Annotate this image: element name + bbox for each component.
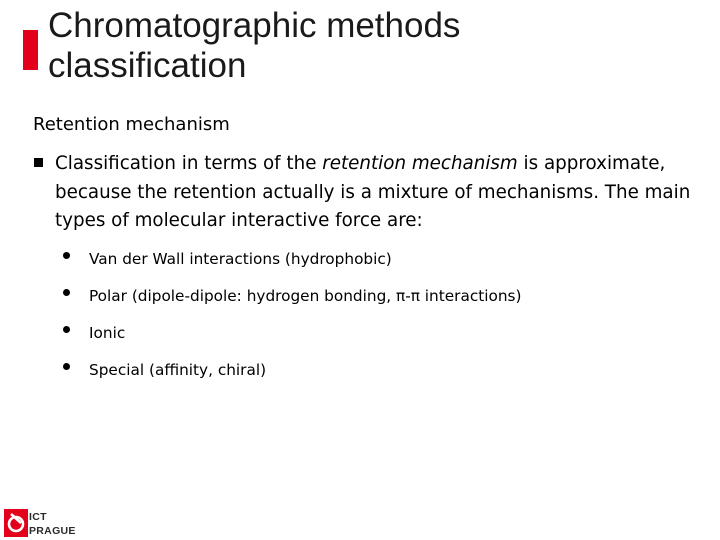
list-item-text: Van der Wall interactions (hydrophobic) [89,250,392,268]
round-bullet-icon [63,363,70,370]
logo-text-line-2: PRAGUE [29,525,76,537]
list-item-text: Polar (dipole-dipole: hydrogen bonding, π-π interactions) [89,287,522,305]
paragraph-text [55,150,694,236]
list-item [63,249,521,286]
paragraph-text-before: Classification in terms of the [55,153,323,174]
list-item [63,286,521,323]
round-bullet-icon [63,289,70,296]
list-item-text: Special (affinity, chiral) [89,361,267,379]
paragraph-text-after: is approximate, because the retention actually is a mixture of mechanisms. The main types of molecular interactive force are: [55,153,691,231]
section-heading: Retention mechanism [33,114,230,135]
round-bullet-icon [63,252,70,259]
ict-prague-logo [2,507,92,540]
slide-title-line-1: Chromatographic methods [48,6,461,45]
interaction-type-list [63,249,521,397]
title-accent-bar [23,30,38,70]
slide-title-line-2: classification [48,46,247,85]
logo-text-line-1: ICT [29,511,47,523]
square-bullet-icon [34,158,43,167]
list-item-text: Ionic [89,324,126,342]
paragraph-emphasis: retention mechanism [322,153,518,174]
slide-title [48,6,688,86]
list-item [63,360,521,397]
list-item [63,323,521,360]
round-bullet-icon [63,326,70,333]
main-paragraph [34,150,694,236]
ict-prague-logo-icon [4,509,28,537]
